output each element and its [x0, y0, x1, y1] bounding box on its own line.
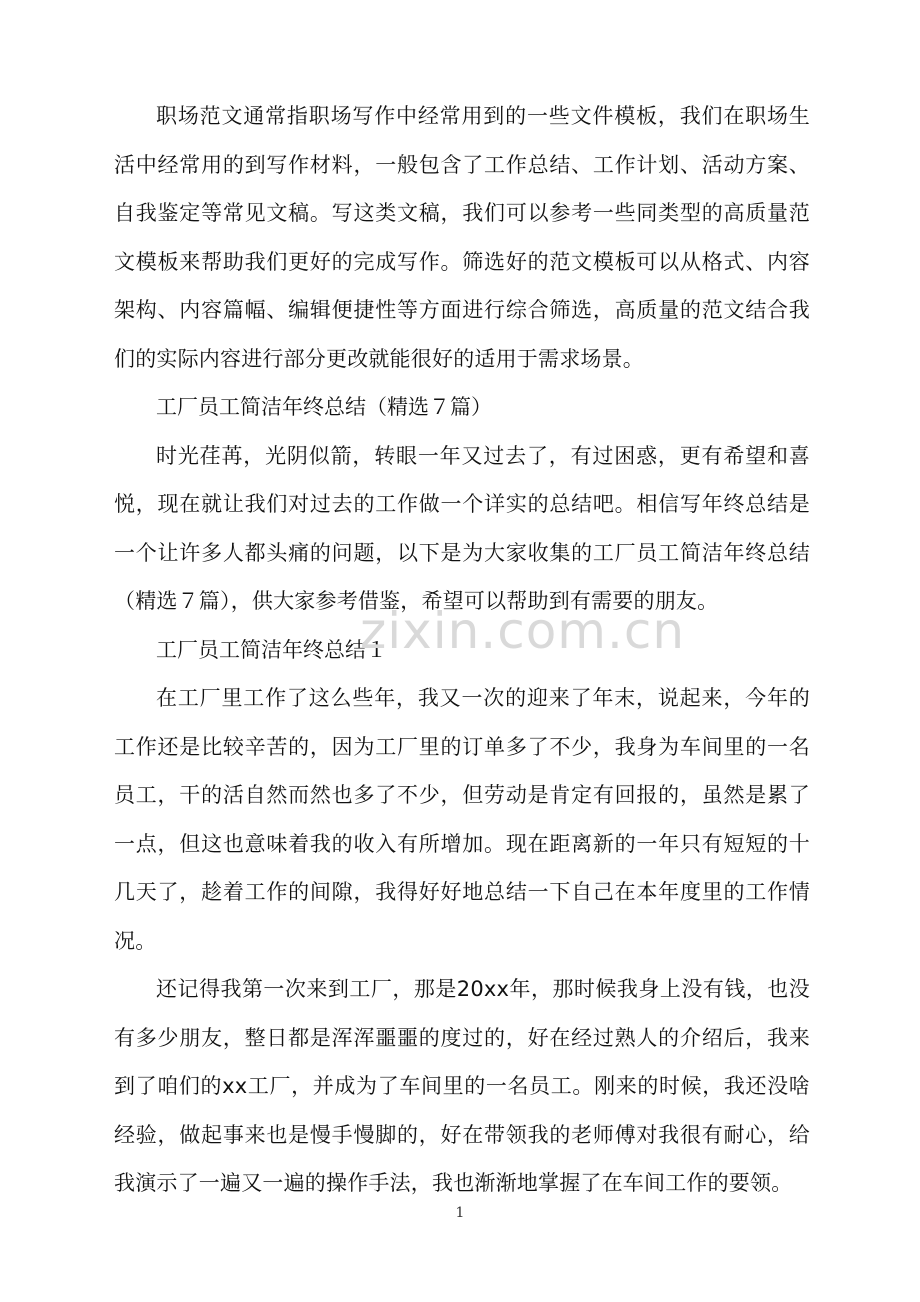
document-body	[114, 92, 810, 1208]
section-heading-1: 工厂员工简洁年终总结１	[156, 637, 387, 662]
preface-paragraph: 时光荏苒，光阴似箭，转眼一年又过去了，有过困惑，更有希望和喜悦，现在就让我们对过去的工作做一个详实的总结吧。相信写年终总结是一个让许多人都头痛的问题，以下是为大家收集的工厂员工简洁年终总结（精选７篇），供大家参考借鉴，希望可以帮助到有需要的朋友。	[114, 443, 810, 613]
page-number: 1	[455, 1205, 465, 1221]
section-1-paragraph-2: 还记得我第一次来到工厂，那是20xx年，那时候我身上没有钱，也没有多少朋友，整日都是浑浑噩噩的度过的，好在经过熟人的介绍后，我来到了咱们的xx工厂，并成为了车间里的一名员工。刚来的时候，我还没啥经验，做起事来也是慢手慢脚的，好在带领我的老师傅对我很有耐心，给我演示了一遍又一遍的操作手法，我也渐渐地掌握了在车间工作的要领。	[114, 977, 810, 1195]
section-1-paragraph-1: 在工厂里工作了这么些年，我又一次的迎来了年末，说起来，今年的工作还是比较辛苦的，因为工厂里的订单多了不少，我身为车间里的一名员工，干的活自然而然也多了不少，但劳动是肯定有回报的，虽然是累了一点，但这也意味着我的收入有所增加。现在距离新的一年只有短短的十几天了，趁着工作的间隙，我得好好地总结一下自己在本年度里的工作情况。	[114, 686, 810, 953]
intro-paragraph: 职场范文通常指职场写作中经常用到的一些文件模板，我们在职场生活中经常用的到写作材料，一般包含了工作总结、工作计划、活动方案、自我鉴定等常见文稿。写这类文稿，我们可以参考一些同类型的高质量范文模板来帮助我们更好的完成写作。筛选好的范文模板可以从格式、内容架构、内容篇幅、编辑便捷性等方面进行综合筛选，高质量的范文结合我们的实际内容进行部分更改就能很好的适用于需求场景。	[114, 104, 810, 371]
watermark: zixin.com.cn	[360, 602, 686, 660]
document-title: 工厂员工简洁年终总结（精选７篇）	[156, 395, 492, 419]
